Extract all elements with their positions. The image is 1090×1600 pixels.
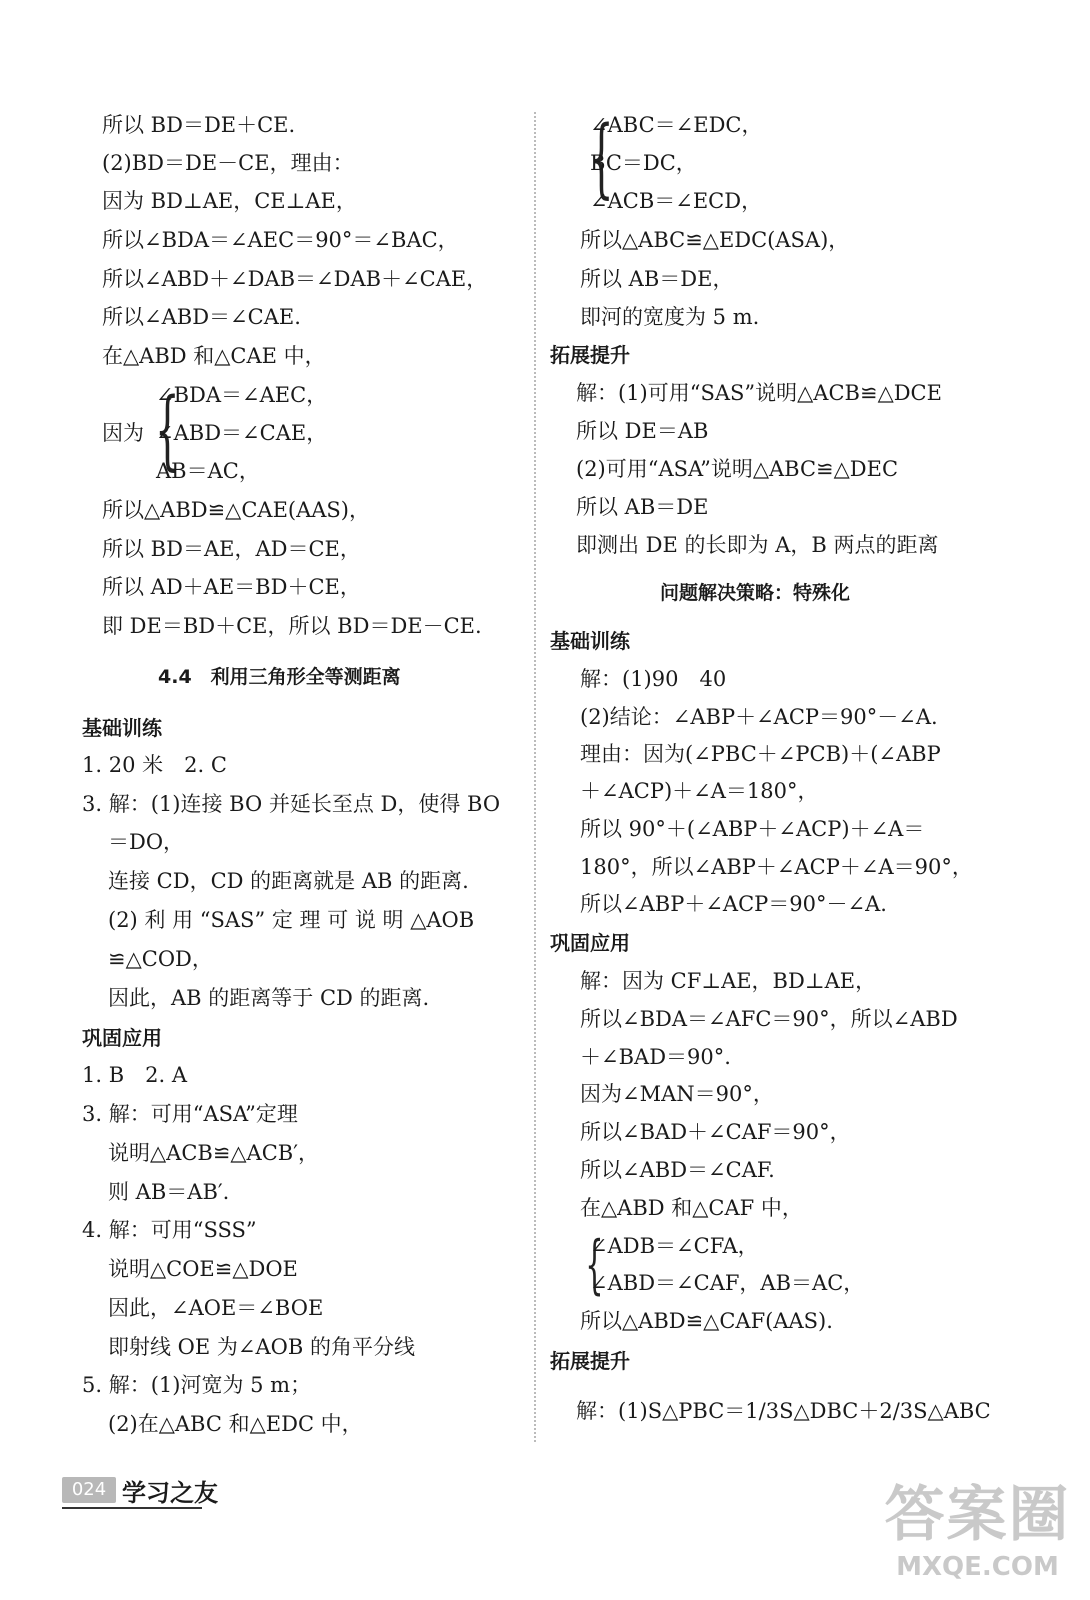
- footer-rule: [62, 1507, 202, 1509]
- text-line: ＋∠BAD＝90°.: [580, 1045, 731, 1069]
- text-line: 所以∠ABD＝∠CAE.: [102, 305, 301, 329]
- left-brace: {: [589, 108, 614, 208]
- text-line: 所以∠ABP＋∠ACP＝90°－∠A.: [580, 892, 887, 916]
- brand-name: 学习之友: [122, 1478, 218, 1507]
- section-heading: 巩固应用: [550, 931, 630, 955]
- watermark: [880, 1480, 1075, 1592]
- section-heading: 基础训练: [550, 629, 630, 653]
- text-line: 即射线 OE 为∠AOB 的角平分线: [108, 1335, 415, 1359]
- text-line: 所以∠BDA＝∠AFC＝90°，所以∠ABD: [580, 1007, 958, 1031]
- text-line: 5. 解：(1)河宽为 5 m；: [82, 1373, 312, 1397]
- text-line: 所以∠ABD＝∠CAF.: [580, 1158, 775, 1182]
- column-divider: [534, 112, 536, 1442]
- text-line: 4. 解：可用“SSS”: [82, 1218, 257, 1242]
- text-line: 在△ABD 和△CAE 中，: [102, 344, 326, 368]
- text-line: 所以 AB＝DE: [576, 495, 709, 519]
- left-brace: {: [155, 380, 180, 480]
- text-line: 说明△ACB≌△ACB′，: [108, 1141, 319, 1165]
- text-line: 所以△ABC≌△EDC(ASA)，: [580, 228, 850, 252]
- text-line: ∠ADB＝∠CFA，: [590, 1234, 759, 1258]
- text-line: ∠ABD＝∠CAF，AB＝AC，: [590, 1271, 865, 1295]
- text-line: 1. B 2. A: [82, 1063, 188, 1087]
- text-line: 连接 CD，CD 的距离就是 AB 的距离.: [108, 869, 469, 893]
- text-line: 所以 AB＝DE，: [580, 267, 734, 291]
- page-number: 024: [62, 1477, 116, 1503]
- text-line: 所以∠ABD＋∠DAB＝∠DAB＋∠CAE，: [102, 267, 488, 291]
- section-heading: 拓展提升: [550, 343, 630, 367]
- text-line: ＋∠ACP)＋∠A＝180°，: [580, 779, 819, 803]
- text-line: ＝DO，: [108, 830, 185, 854]
- text-line: (2)可用“ASA”说明△ABC≌△DEC: [576, 457, 899, 481]
- text-line: ∠ABD＝∠CAE，: [156, 421, 328, 445]
- text-line: BC＝DC，: [590, 151, 697, 175]
- text-line: 所以 BD＝AE，AD＝CE，: [102, 537, 361, 561]
- text-line: 说明△COE≌△DOE: [108, 1257, 298, 1281]
- text-line: 所以∠BAD＋∠CAF＝90°，: [580, 1120, 851, 1144]
- section-title: 问题解决策略：特殊化: [660, 582, 851, 604]
- watermark-site: MXQE.COM: [896, 1552, 1059, 1582]
- text-line: 所以△ABD≌△CAE(AAS)，: [102, 498, 370, 522]
- text-line: 因为 BD⊥AE，CE⊥AE，: [102, 189, 357, 213]
- text-line: 所以△ABD≌△CAF(AAS).: [580, 1309, 833, 1333]
- text-line: ∠ABC＝∠EDC，: [590, 113, 763, 137]
- text-line: 3. 解：(1)连接 BO 并延长至点 D，使得 BO: [82, 792, 501, 816]
- text-line: 因为: [102, 421, 144, 445]
- text-line: (2)在△ABC 和△EDC 中，: [108, 1412, 363, 1436]
- watermark-logo: 答案圈: [884, 1480, 1071, 1550]
- text-line: 所以 AD＋AE＝BD＋CE，: [102, 575, 361, 599]
- text-line: ≌△COD，: [108, 947, 213, 971]
- section-heading: 基础训练: [82, 716, 162, 740]
- left-brace: {: [585, 1228, 604, 1302]
- text-line: 在△ABD 和△CAF 中，: [580, 1196, 803, 1220]
- text-line: 因为∠MAN＝90°，: [580, 1082, 774, 1106]
- text-line: ∠ACB＝∠ECD，: [590, 189, 763, 213]
- text-line: 即测出 DE 的长即为 A，B 两点的距离: [576, 533, 939, 557]
- section-heading: 拓展提升: [550, 1349, 630, 1373]
- text-line: 则 AB＝AB′.: [108, 1180, 230, 1204]
- text-line: 3. 解：可用“ASA”定理: [82, 1102, 298, 1126]
- text-line: 所以 BD＝DE＋CE.: [102, 113, 296, 137]
- text-line: ∠BDA＝∠AEC，: [156, 383, 328, 407]
- text-line: 所以 90°＋(∠ABP＋∠ACP)＋∠A＝: [580, 817, 925, 841]
- text-line: AB＝AC，: [156, 459, 260, 483]
- text-line: (2) 利 用 “SAS” 定 理 可 说 明 △AOB: [108, 908, 475, 932]
- text-line: (2)结论：∠ABP＋∠ACP＝90°－∠A.: [580, 705, 938, 729]
- text-line: 所以∠BDA＝∠AEC＝90°＝∠BAC，: [102, 228, 459, 252]
- section-heading: 巩固应用: [82, 1026, 162, 1050]
- text-line: 理由：因为(∠PBC＋∠PCB)＋(∠ABP: [580, 742, 941, 766]
- text-line: 因此，AB 的距离等于 CD 的距离.: [108, 986, 430, 1010]
- text-line: 解：(1)可用“SAS”说明△ACB≌△DCE: [576, 381, 942, 405]
- text-line: 180°，所以∠ABP＋∠ACP＋∠A＝90°，: [580, 855, 973, 879]
- text-line: 因此，∠AOE＝∠BOE: [108, 1296, 324, 1320]
- text-line: (2)BD＝DE－CE，理由：: [102, 151, 354, 175]
- text-line: 所以 DE＝AB: [576, 419, 709, 443]
- text-line: 即 DE＝BD＋CE，所以 BD＝DE－CE.: [102, 614, 482, 638]
- text-line: 解：(1)90 40: [580, 667, 727, 691]
- formula-line: 解：(1)S△PBC＝1/3S△DBC＋2/3S△ABC: [576, 1399, 991, 1423]
- section-title: 4.4 利用三角形全等测距离: [158, 666, 401, 688]
- text-line: 1. 20 米 2. C: [82, 753, 227, 777]
- text-line: 即河的宽度为 5 m.: [580, 305, 760, 329]
- text-line: 解：因为 CF⊥AE，BD⊥AE，: [580, 969, 877, 993]
